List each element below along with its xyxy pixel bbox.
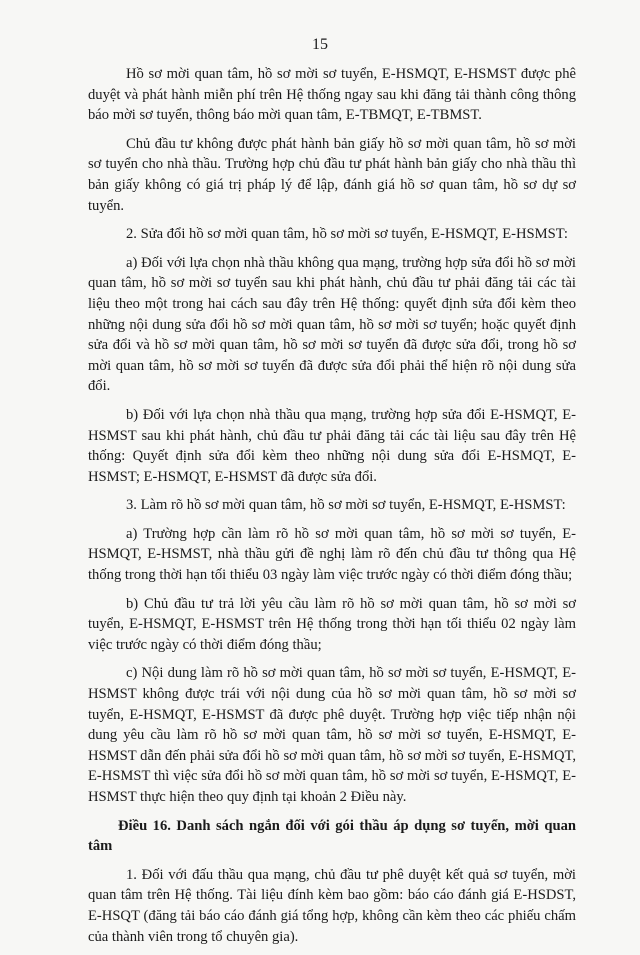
paragraph: a) Trường hợp cần làm rõ hồ sơ mời quan tâm, hồ sơ mời sơ tuyển, E-HSMQT, E-HSMST, nhà thầu gửi đề nghị làm rõ đến chủ đầu tư thông qua Hệ thống trong thời hạn tối thiểu 03 ngày làm việc trước ngày có thời điểm đóng thầu;: [88, 525, 576, 584]
paragraph: 2. Sửa đổi hồ sơ mời quan tâm, hồ sơ mời sơ tuyển, E-HSMQT, E-HSMST:: [126, 226, 568, 243]
paragraph: b) Đối với lựa chọn nhà thầu qua mạng, trường hợp sửa đổi E-HSMQT, E-HSMST sau khi phát hành, chủ đầu tư phải đăng tải các tài liệu sau đây trên Hệ thống: Quyết định sửa đổi kèm theo những nội dung sửa đổi E-HSMQT, E-HSMST; E-HSMQT, E-HSMST đã được sửa đổi.: [88, 406, 576, 485]
paragraph: a) Đối với lựa chọn nhà thầu không qua mạng, trường hợp sửa đổi hồ sơ mời quan tâm, hồ sơ mời sơ tuyển sau khi phát hành, chủ đầu tư phải đăng tải các tài liệu theo một trong hai cách sau đây trên Hệ thống: quyết định sửa đổi kèm theo những nội dung sửa đổi hồ sơ mời quan tâm, hồ sơ mời sơ tuyển; hoặc quyết định sửa đổi và hồ sơ mời quan tâm, hồ sơ mời sơ tuyển đã được sửa đổi, trong hồ sơ mời quan tâm, hồ sơ mời sơ tuyển đã được sửa đổi phải thể hiện rõ nội dung sửa đổi.: [88, 254, 576, 395]
article-heading: Điều 16. Danh sách ngắn đối với gói thầu áp dụng sơ tuyển, mời quan tâm: [88, 817, 576, 855]
paragraph: 1. Đối với đấu thầu qua mạng, chủ đầu tư phê duyệt kết quả sơ tuyển, mời quan tâm trên Hệ thống. Tài liệu đính kèm bao gồm: báo cáo đánh giá E-HSDST, E-HSQT (đăng tải báo cáo đánh giá tổng hợp, không cần kèm theo các phiếu chấm của thành viên trong tổ chuyên gia).: [88, 866, 576, 945]
paragraph: b) Chủ đầu tư trả lời yêu cầu làm rõ hồ sơ mời quan tâm, hồ sơ mời sơ tuyển, E-HSMQT, E-HSMST trên Hệ thống trong thời hạn tối thiểu 02 ngày làm việc trước ngày có thời điểm đóng thầu;: [88, 595, 576, 653]
page-number: 15: [312, 36, 328, 53]
paragraph: Hồ sơ mời quan tâm, hồ sơ mời sơ tuyển, E-HSMQT, E-HSMST được phê duyệt và phát hành miễn phí trên Hệ thống ngay sau khi đăng tải thành công thông báo mời sơ tuyển, thông báo mời quan tâm, E-TBMQT, E-TBMST.: [88, 66, 576, 124]
paragraph: c) Nội dung làm rõ hồ sơ mời quan tâm, hồ sơ mời sơ tuyển, E-HSMQT, E-HSMST không được trái với nội dung của hồ sơ mời quan tâm, hồ sơ mời sơ tuyển, E-HSMQT, E-HSMST đã được phê duyệt. Trường hợp việc tiếp nhận nội dung yêu cầu làm rõ hồ sơ mời quan tâm, hồ sơ mời sơ tuyển, E-HSMQT, E-HSMST dẫn đến phải sửa đổi hồ sơ mời quan tâm, hồ sơ mời sơ tuyển, E-HSMQT, E-HSMST thì việc sửa đổi hồ sơ mời quan tâm, hồ sơ mời sơ tuyển, E-HSMQT, E-HSMST thực hiện theo quy định tại khoản 2 Điều này.: [88, 665, 576, 805]
paragraph: Chủ đầu tư không được phát hành bản giấy hồ sơ mời quan tâm, hồ sơ mời sơ tuyển cho nhà thầu. Trường hợp chủ đầu tư phát hành bản giấy cho nhà thầu thì bản giấy không có giá trị pháp lý để lập, đánh giá hồ sơ quan tâm, hồ sơ dự sơ tuyển.: [88, 135, 576, 214]
document-body: [88, 64, 576, 955]
paragraph: 3. Làm rõ hồ sơ mời quan tâm, hồ sơ mời sơ tuyển, E-HSMQT, E-HSMST:: [126, 497, 566, 514]
